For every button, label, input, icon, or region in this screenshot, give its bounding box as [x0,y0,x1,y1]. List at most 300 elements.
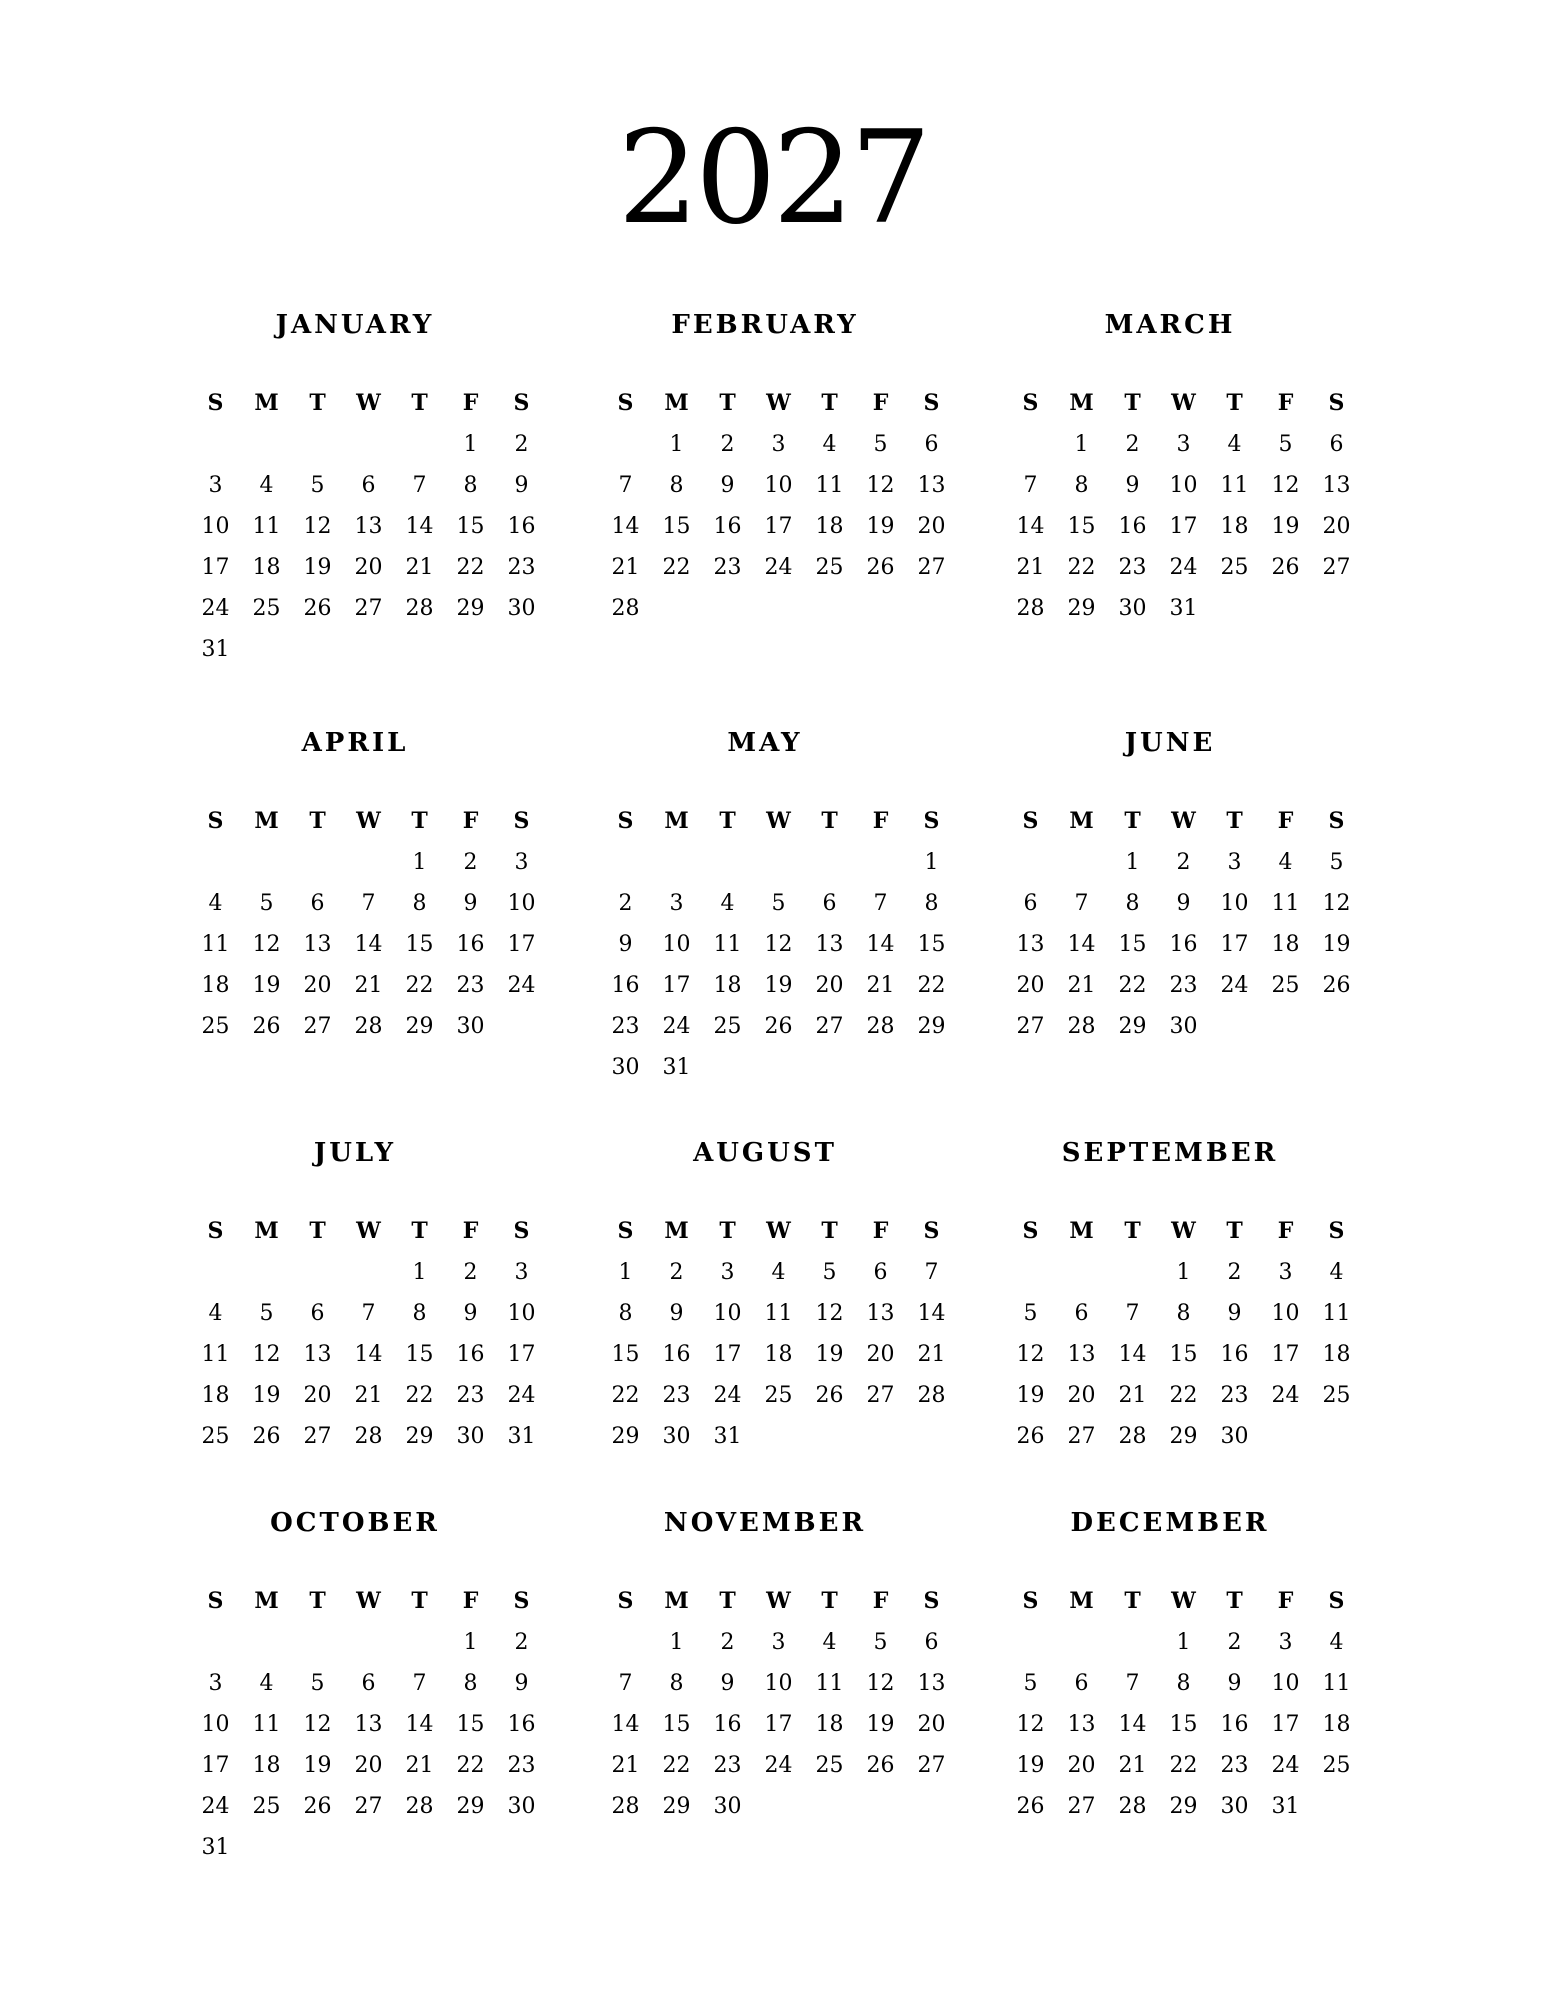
day-cell: 7 [924,1260,939,1285]
day-cell: 15 [662,514,691,539]
day-cell: 29 [917,1014,946,1039]
week-row [600,598,957,620]
empty-day-cell [1107,1262,1158,1284]
day-cell: 14 [354,1342,383,1367]
empty-day-cell [241,852,292,874]
day-cell: 14 [405,514,434,539]
day-cell: 15 [456,1712,485,1737]
day-cell: 1 [463,432,478,457]
weekday-header [600,392,957,414]
day-cell: 13 [917,1671,946,1696]
empty-day-cell [702,598,753,620]
day-cell: 3 [771,1630,786,1655]
day-cell: 4 [1278,850,1293,875]
day-cell: 27 [1067,1424,1096,1449]
day-cell: 17 [201,1753,230,1778]
day-cell: 26 [1016,1794,1045,1819]
day-cell: 8 [1074,473,1089,498]
weekday-label: M [664,1588,689,1614]
weekday-label: T [821,390,838,416]
day-cell: 30 [456,1014,485,1039]
day-cell: 23 [1118,555,1147,580]
weekday-label: M [254,1218,279,1244]
day-cell: 14 [917,1301,946,1326]
day-cell: 9 [514,473,529,498]
weekday-label: T [719,390,736,416]
weekday-header [600,810,957,832]
day-cell: 5 [259,1301,274,1326]
empty-day-cell [241,1262,292,1284]
day-cell: 3 [1278,1630,1293,1655]
empty-day-cell [855,598,906,620]
day-cell: 5 [1278,432,1293,457]
week-row [1005,1673,1362,1695]
day-cell: 17 [1169,514,1198,539]
day-cell: 19 [303,555,332,580]
empty-day-cell [804,598,855,620]
day-cell: 15 [1067,514,1096,539]
week-row [190,1385,547,1407]
day-cell: 29 [405,1014,434,1039]
day-cell: 14 [1118,1342,1147,1367]
empty-day-cell [804,1796,855,1818]
day-cell: 3 [208,1671,223,1696]
weekday-label: T [1226,1218,1243,1244]
day-cell: 10 [507,891,536,916]
day-cell: 3 [1227,850,1242,875]
day-cell: 23 [507,555,536,580]
day-cell: 17 [764,514,793,539]
day-cell: 24 [662,1014,691,1039]
weekday-label: S [1022,808,1039,834]
empty-day-cell [1056,1632,1107,1654]
day-cell: 9 [1176,891,1191,916]
day-cell: 3 [208,473,223,498]
day-cell: 6 [1074,1301,1089,1326]
day-cell: 27 [303,1424,332,1449]
empty-day-cell [445,639,496,661]
empty-day-cell [292,1837,343,1859]
day-cell: 29 [1118,1014,1147,1039]
weekday-label: T [411,390,428,416]
day-cell: 14 [611,1712,640,1737]
weekday-label: W [1171,390,1196,416]
empty-day-cell [1107,1632,1158,1654]
week-row [600,852,957,874]
day-cell: 27 [354,596,383,621]
week-row [600,934,957,956]
day-cell: 6 [924,1630,939,1655]
day-cell: 25 [252,596,281,621]
empty-day-cell [241,639,292,661]
day-cell: 4 [1329,1260,1344,1285]
day-cell: 27 [354,1794,383,1819]
day-cell: 1 [618,1260,633,1285]
day-cell: 2 [720,1630,735,1655]
weekday-label: S [1328,808,1345,834]
week-row [600,1057,957,1079]
week-row [1005,1303,1362,1325]
day-cell: 14 [866,932,895,957]
day-cell: 26 [866,555,895,580]
weekday-label: S [923,390,940,416]
day-cell: 24 [1271,1383,1300,1408]
weekday-label: T [1124,808,1141,834]
week-row [1005,1714,1362,1736]
week-row [600,1673,957,1695]
day-cell: 12 [1016,1712,1045,1737]
day-cell: 4 [822,1630,837,1655]
weekday-label: T [821,1588,838,1614]
week-row [600,1755,957,1777]
weekday-label: S [513,1588,530,1614]
day-cell: 21 [866,973,895,998]
day-cell: 13 [303,932,332,957]
weekday-label: M [254,1588,279,1614]
day-cell: 18 [252,1753,281,1778]
day-cell: 26 [1271,555,1300,580]
day-cell: 27 [1067,1794,1096,1819]
weekday-label: T [309,390,326,416]
day-cell: 18 [1322,1342,1351,1367]
empty-day-cell [190,434,241,456]
day-cell: 3 [720,1260,735,1285]
day-cell: 20 [815,973,844,998]
weekday-label: T [1226,1588,1243,1614]
month-name: APRIL [301,728,409,758]
day-cell: 26 [303,1794,332,1819]
day-cell: 2 [1227,1630,1242,1655]
empty-day-cell [1056,852,1107,874]
day-cell: 13 [1322,473,1351,498]
day-cell: 2 [1125,432,1140,457]
day-cell: 27 [303,1014,332,1039]
day-cell: 14 [405,1712,434,1737]
weekday-label: F [872,390,889,416]
day-cell: 26 [1322,973,1351,998]
day-cell: 22 [405,973,434,998]
day-cell: 18 [201,1383,230,1408]
day-cell: 20 [1322,514,1351,539]
weekday-header [1005,810,1362,832]
day-cell: 8 [1125,891,1140,916]
day-cell: 24 [507,973,536,998]
weekday-label: W [1171,1218,1196,1244]
day-cell: 29 [1067,596,1096,621]
day-cell: 1 [669,432,684,457]
empty-day-cell [753,1796,804,1818]
weekday-label: M [1069,808,1094,834]
day-cell: 4 [771,1260,786,1285]
weekday-label: F [462,1588,479,1614]
day-cell: 30 [507,596,536,621]
empty-day-cell [906,1057,957,1079]
day-cell: 13 [354,1712,383,1737]
weekday-label: F [1277,390,1294,416]
day-cell: 30 [1220,1424,1249,1449]
day-cell: 14 [1067,932,1096,957]
weekday-label: S [1022,390,1039,416]
day-cell: 21 [354,973,383,998]
day-cell: 18 [252,555,281,580]
day-cell: 15 [1118,932,1147,957]
day-cell: 31 [201,637,230,662]
day-cell: 22 [1169,1383,1198,1408]
weekday-label: W [766,390,791,416]
week-row [1005,475,1362,497]
day-cell: 30 [713,1794,742,1819]
weekday-label: M [664,1218,689,1244]
weekday-label: S [1022,1588,1039,1614]
weekday-header [190,1220,547,1242]
week-row [190,598,547,620]
month-name: OCTOBER [270,1508,440,1538]
weekday-label: S [923,1588,940,1614]
day-cell: 28 [1118,1424,1147,1449]
empty-day-cell [804,1057,855,1079]
day-cell: 29 [1169,1424,1198,1449]
weekday-label: T [719,1218,736,1244]
day-cell: 9 [514,1671,529,1696]
week-row [190,1714,547,1736]
empty-day-cell [343,1262,394,1284]
empty-day-cell [600,434,651,456]
day-cell: 13 [1067,1712,1096,1737]
day-cell: 18 [815,1712,844,1737]
day-cell: 28 [405,1794,434,1819]
day-cell: 18 [764,1342,793,1367]
day-cell: 31 [201,1835,230,1860]
week-row [190,516,547,538]
weekday-label: S [1328,1588,1345,1614]
day-cell: 15 [456,514,485,539]
weekday-header [190,1590,547,1612]
empty-day-cell [292,1632,343,1654]
weekday-label: S [1022,1218,1039,1244]
day-cell: 11 [1271,891,1300,916]
week-row [1005,1796,1362,1818]
day-cell: 21 [611,555,640,580]
day-cell: 2 [720,432,735,457]
day-cell: 13 [1016,932,1045,957]
day-cell: 12 [1016,1342,1045,1367]
day-cell: 28 [611,596,640,621]
day-cell: 25 [201,1014,230,1039]
empty-day-cell [906,1426,957,1448]
day-cell: 30 [456,1424,485,1449]
day-cell: 23 [713,555,742,580]
day-cell: 28 [917,1383,946,1408]
empty-day-cell [906,598,957,620]
day-cell: 11 [713,932,742,957]
day-cell: 30 [1118,596,1147,621]
day-cell: 6 [361,1671,376,1696]
day-cell: 21 [1016,555,1045,580]
day-cell: 12 [303,1712,332,1737]
day-cell: 15 [1169,1712,1198,1737]
empty-day-cell [292,434,343,456]
week-row [190,1796,547,1818]
weekday-label: S [617,390,634,416]
empty-day-cell [1260,1016,1311,1038]
day-cell: 24 [1271,1753,1300,1778]
day-cell: 1 [669,1630,684,1655]
day-cell: 10 [1271,1301,1300,1326]
day-cell: 12 [764,932,793,957]
day-cell: 29 [611,1424,640,1449]
day-cell: 22 [456,555,485,580]
weekday-label: F [462,390,479,416]
day-cell: 7 [873,891,888,916]
day-cell: 4 [1227,432,1242,457]
day-cell: 17 [1271,1712,1300,1737]
day-cell: 24 [713,1383,742,1408]
empty-day-cell [394,639,445,661]
day-cell: 16 [1118,514,1147,539]
day-cell: 30 [1220,1794,1249,1819]
weekday-label: T [821,808,838,834]
weekday-label: F [872,808,889,834]
day-cell: 5 [259,891,274,916]
week-row [1005,1262,1362,1284]
weekday-label: S [513,808,530,834]
week-row [190,475,547,497]
week-row [1005,852,1362,874]
weekday-label: T [719,808,736,834]
weekday-label: W [1171,808,1196,834]
week-row [1005,1755,1362,1777]
day-cell: 26 [252,1014,281,1039]
week-row [190,1632,547,1654]
day-cell: 17 [764,1712,793,1737]
day-cell: 21 [917,1342,946,1367]
day-cell: 13 [917,473,946,498]
day-cell: 19 [252,1383,281,1408]
day-cell: 24 [201,1794,230,1819]
day-cell: 25 [713,1014,742,1039]
weekday-label: W [356,1588,381,1614]
weekday-label: M [1069,1218,1094,1244]
week-row [190,1837,547,1859]
week-row [190,1755,547,1777]
month-name: AUGUST [693,1138,837,1168]
day-cell: 10 [201,514,230,539]
day-cell: 9 [618,932,633,957]
day-cell: 11 [201,932,230,957]
empty-day-cell [855,852,906,874]
day-cell: 31 [1271,1794,1300,1819]
day-cell: 28 [1118,1794,1147,1819]
day-cell: 8 [669,473,684,498]
day-cell: 31 [662,1055,691,1080]
day-cell: 30 [507,1794,536,1819]
day-cell: 27 [815,1014,844,1039]
day-cell: 25 [764,1383,793,1408]
week-row [190,1673,547,1695]
day-cell: 7 [1125,1301,1140,1326]
day-cell: 12 [303,514,332,539]
day-cell: 5 [822,1260,837,1285]
weekday-header [600,1220,957,1242]
empty-day-cell [855,1796,906,1818]
day-cell: 13 [354,514,383,539]
day-cell: 11 [252,514,281,539]
day-cell: 11 [815,1671,844,1696]
day-cell: 3 [771,432,786,457]
day-cell: 6 [1023,891,1038,916]
weekday-label: S [617,1588,634,1614]
day-cell: 12 [866,473,895,498]
week-row [600,1385,957,1407]
day-cell: 11 [252,1712,281,1737]
weekday-label: M [1069,1588,1094,1614]
day-cell: 19 [1322,932,1351,957]
day-cell: 15 [917,932,946,957]
day-cell: 10 [662,932,691,957]
day-cell: 14 [1016,514,1045,539]
day-cell: 11 [1322,1301,1351,1326]
weekday-label: F [462,1218,479,1244]
weekday-header [190,810,547,832]
week-row [190,934,547,956]
day-cell: 20 [1067,1753,1096,1778]
day-cell: 20 [917,1712,946,1737]
week-row [1005,516,1362,538]
empty-day-cell [343,1632,394,1654]
week-row [190,975,547,997]
day-cell: 17 [1220,932,1249,957]
day-cell: 4 [208,891,223,916]
day-cell: 16 [1169,932,1198,957]
weekday-label: F [462,808,479,834]
day-cell: 25 [1271,973,1300,998]
day-cell: 11 [1322,1671,1351,1696]
week-row [1005,1344,1362,1366]
day-cell: 25 [201,1424,230,1449]
day-cell: 22 [1067,555,1096,580]
day-cell: 18 [1220,514,1249,539]
weekday-label: T [1226,390,1243,416]
day-cell: 21 [354,1383,383,1408]
day-cell: 23 [1169,973,1198,998]
week-row [600,1016,957,1038]
day-cell: 27 [1016,1014,1045,1039]
day-cell: 22 [1118,973,1147,998]
day-cell: 20 [917,514,946,539]
day-cell: 14 [611,514,640,539]
empty-day-cell [1005,852,1056,874]
weekday-label: M [664,390,689,416]
day-cell: 23 [1220,1753,1249,1778]
day-cell: 1 [1125,850,1140,875]
day-cell: 16 [456,932,485,957]
weekday-label: T [1124,390,1141,416]
day-cell: 19 [866,1712,895,1737]
week-row [190,1426,547,1448]
weekday-label: W [356,390,381,416]
day-cell: 22 [405,1383,434,1408]
weekday-label: W [356,808,381,834]
empty-day-cell [753,1057,804,1079]
day-cell: 25 [1322,1753,1351,1778]
weekday-label: S [1328,1218,1345,1244]
day-cell: 20 [354,1753,383,1778]
week-row [1005,975,1362,997]
weekday-label: T [411,1218,428,1244]
weekday-label: T [309,1588,326,1614]
day-cell: 20 [1067,1383,1096,1408]
day-cell: 18 [201,973,230,998]
